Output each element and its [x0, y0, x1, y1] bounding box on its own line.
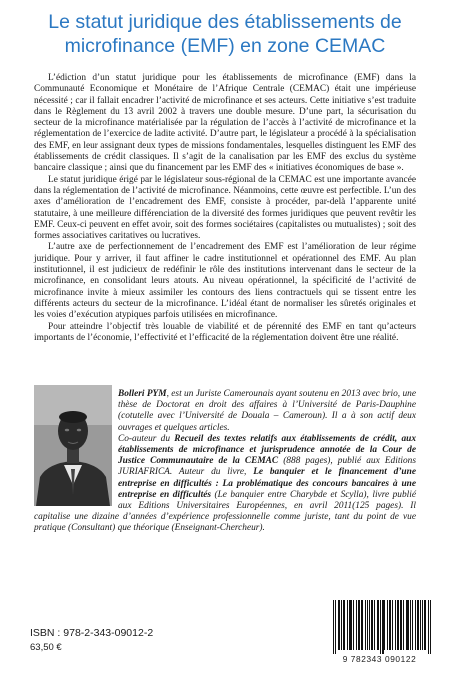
barcode-bar [343, 600, 344, 650]
barcode-bar [333, 600, 334, 654]
barcode-bar [359, 600, 360, 650]
barcode-bar [365, 600, 366, 650]
barcode-bar [371, 600, 372, 650]
barcode-bar [408, 600, 409, 650]
barcode-bar [344, 600, 345, 650]
barcode-bar [424, 600, 425, 650]
author-name: Bolleri PYM [118, 389, 167, 399]
barcode-bar [347, 600, 348, 650]
barcode-bar [362, 600, 363, 650]
price: 63,50 € [30, 642, 62, 653]
barcode-bar [361, 600, 362, 650]
summary-paragraph: Le statut juridique érigé par le législateur sous-régional de la CEMAC est une importante avancée dans la réglementation de l’activité de microfinance. Néanmoins, cette œuvre est perfectible. L’un des axes d’amélioration de l’encadrement des EMF, consiste à procéder, par-delà l’apparente unité statutaire, à une meilleure différenciation de la diversité des formes juridiques que peuvent revêtir les EMF. Ceux-ci peuvent en effet avoir, soit des formes sociétaires (capitalistes ou mutualistes) ; soit des formes associatives caritatives ou lucratives. [34, 174, 416, 242]
barcode-bar [418, 600, 419, 650]
barcode-bar [407, 600, 408, 650]
barcode-bar [397, 600, 398, 650]
barcode-bar [378, 600, 379, 650]
bio-text: (888 pages), publié aux Editions JURIAFRICA. Auteur du livre, [118, 456, 416, 478]
barcode-bar [380, 600, 381, 654]
barcode-bar [353, 600, 354, 650]
barcode-bar [390, 600, 391, 650]
barcode-bar [367, 600, 368, 650]
barcode-bar [425, 600, 426, 650]
bio-text: , est un Juriste Camerounais ayant soutenu en 2013 avec brio, une thèse de Doctorat en droit des affaires à l’Université de Paris-Dauphine (cotutelle avec l’Université de Douala – Cameroun). Il a à son actif deux ouvrages et quelques articles. [118, 389, 416, 433]
barcode-bar [430, 600, 431, 654]
barcode-bar [410, 600, 411, 650]
barcode-bar [335, 600, 336, 654]
barcode-bar [349, 600, 350, 650]
barcode-bar [400, 600, 401, 650]
barcode-bar [392, 600, 393, 650]
barcode-bar [377, 600, 378, 650]
bio-text: (Le banquier entre Charybde et Scylla), livre publié aux Editions Universitaires Européennes, en avril 2011(125 pages). Il capitalise une dizaine d’années d’expérience professionnelle comme juriste, tant du point de vue pratique (Consultant) que théorique (Enseignant-Chercheur). [34, 489, 416, 534]
barcode-bar [372, 600, 373, 650]
author-biography [34, 389, 416, 535]
barcode-bar [401, 600, 402, 650]
book-reference: Recueil des textes relatifs aux établissements de crédit, aux établissements de microfinance et jurisprudence annotée de la Cour de Justice Communautaire de la CEMAC [118, 433, 416, 467]
barcode-bars [327, 598, 432, 654]
barcode-bar [420, 600, 421, 650]
barcode-bar [422, 600, 423, 650]
barcode-bar [339, 600, 340, 650]
book-title: Le statut juridique des établissements de microfinance (EMF) en zone CEMAC [48, 11, 402, 57]
summary-paragraph: L’autre axe de perfectionnement de l’encadrement des EMF est l’amélioration de leur régime juridique. Pour y arriver, il faut affiner le cadre institutionnel et opérationnel des EMF. Au plan institutionnel, il est judicieux de redéfinir le rôle des institutions intervenant dans le secteur de la microfinance, en consolidant leurs atouts. Au niveau opérationnel, la spécificité de l’activité de microfinance invite à mieux assimiler les contours des liens contractuels qui se tissent entre les différents acteurs du secteur de la microfinance. L’idéal étant de normaliser les sûretés originales et les voies d’exécution atypiques parfois utilisées en microfinance. [34, 242, 416, 321]
barcode-bar [398, 600, 399, 650]
barcode-bar [338, 600, 339, 650]
barcode-bar [350, 600, 351, 650]
barcode-bar [351, 600, 352, 650]
summary-paragraph: L’édiction d’un statut juridique pour les établissements de microfinance (EMF) dans la Communauté Economique et Monétaire de l’Afrique Centrale (CEMAC) était une impérieuse nécessité ; car il fallait encadrer l’activité de microfinance et ses acteurs. Cette initiative s’est traduite dans le Règlement du 13 avril 2002 à travers une double mesure. D’une part, la sécurisation du secteur de la microfinance matérialisée par la régulation de l’accès à l’activité de microfinance et la réglementation de l’exercice de ladite activité. D’autre part, le législateur a procédé à la spécialisation des EMF, en leur assignant deux types de missions fondamentales, lesquelles distinguent les EMF des établissements de crédit classiques. Il s’agit de la canalisation par les EMF des exclus du système bancaire classique ; ainsi que du financement par les EMF des « initiatives économiques de base ». [34, 73, 416, 174]
barcode-bar [358, 600, 359, 650]
barcode-bar [382, 600, 383, 654]
barcode-bar [415, 600, 416, 650]
barcode [327, 598, 432, 664]
barcode-bar [356, 600, 357, 650]
barcode-bar [406, 600, 407, 650]
book-reference: Le banquier et le financement d’une entreprise en difficultés : La problématique des concours bancaires à une entreprise en difficultés [118, 467, 416, 500]
barcode-bar [395, 600, 396, 650]
barcode-bar [387, 600, 388, 650]
isbn: ISBN : 978-2-343-09012-2 [30, 627, 154, 639]
barcode-bar [369, 600, 370, 650]
bio-text: Co-auteur du [118, 433, 175, 444]
barcode-number: 9 782343 090122 [342, 654, 417, 664]
barcode-bar [383, 600, 384, 654]
barcode-bar [417, 600, 418, 650]
summary-paragraph: Pour atteindre l’objectif très louable de viabilité et de pérennité des EMF en tant qu’acteurs importants de l’économie, l’effectivité et l’efficacité de la réglementation doivent être une réalité. [34, 321, 416, 343]
barcode-bar [384, 600, 385, 650]
barcode-bar [403, 600, 404, 650]
barcode-bar [341, 600, 342, 650]
barcode-bar [412, 600, 413, 650]
barcode-bar [389, 600, 390, 650]
summary-text [34, 73, 416, 344]
barcode-bar [428, 600, 429, 654]
barcode-bar [374, 600, 375, 650]
